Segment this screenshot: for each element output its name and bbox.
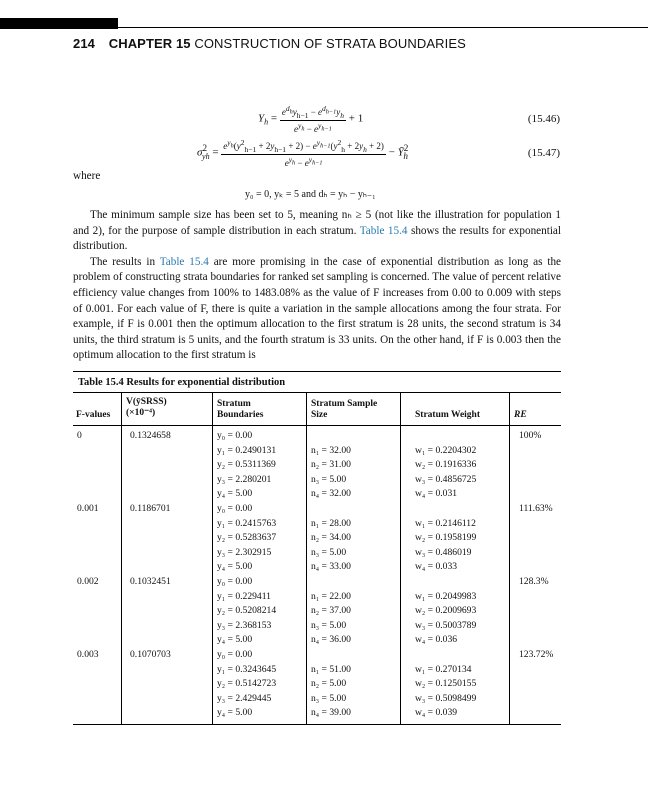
cell-boundary: y₃ = 2.368153 — [217, 619, 272, 631]
cell-sample-size: n₄ = 32.00 — [311, 488, 351, 500]
cell-re: 111.63% — [519, 503, 553, 514]
cell-re: 123.72% — [519, 649, 554, 660]
cell-boundary: y₀ = 0.00 — [217, 430, 253, 441]
header-variance — [126, 397, 167, 419]
cell-sample-size: n₂ = 37.00 — [311, 605, 351, 617]
cell-boundary: y₀ = 0.00 — [217, 503, 253, 514]
header-rule — [118, 27, 648, 28]
cell-boundary: y₃ = 2.429445 — [217, 692, 272, 704]
header-boundaries-line1: Stratum — [217, 399, 251, 409]
cell-sample-size: n₂ = 31.00 — [311, 459, 351, 471]
cell-weight: w₁ = 0.2204302 — [415, 444, 477, 456]
header-re: RE — [514, 410, 527, 420]
cell-boundary: y₁ = 0.2415763 — [217, 517, 277, 529]
cell-boundary: y₀ = 0.00 — [217, 576, 253, 587]
cell-boundary: y₂ = 0.5208214 — [217, 605, 277, 617]
cell-sample-size: n₄ = 36.00 — [311, 634, 351, 646]
chapter-title: CONSTRUCTION OF STRATA BOUNDARIES — [194, 36, 466, 51]
equation-15-47: $\sigma^2_{yh}$ = $\frac{e^{y_h}(y^2_{h-1} + 2y_{h-1} + 2) - e^{y_{h-1}}(y^2_h + 2y_h + 2)}{e^{y_h} - e^{y_{h-1}}}$ − $Ȳ^2_h$ — [197, 138, 409, 168]
table-title: Table 15.4 Results for exponential distribution — [78, 377, 286, 388]
header-f-values: F-values — [76, 410, 111, 420]
cell-weight: w₁ = 0.2146112 — [415, 517, 476, 529]
header-variance-line1: V(ȳSRSS) — [126, 397, 167, 407]
cell-boundary: y₂ = 0.5283637 — [217, 532, 277, 544]
cell-boundary: y₁ = 0.229411 — [217, 590, 271, 602]
cell-boundary: y₄ = 5.00 — [217, 707, 253, 719]
cell-variance: 0.1186701 — [130, 503, 171, 514]
cell-weight: w₃ = 0.5003789 — [415, 619, 477, 631]
table-reference-link[interactable]: Table 15.4 — [159, 255, 209, 268]
cell-weight: w₄ = 0.033 — [415, 561, 458, 573]
cell-weight: w₄ = 0.039 — [415, 707, 458, 719]
cell-variance: 0.1070703 — [130, 649, 171, 660]
cell-sample-size: n₃ = 5.00 — [311, 619, 347, 631]
cell-weight: w₃ = 0.4856725 — [415, 473, 477, 485]
cell-sample-size: n₁ = 28.00 — [311, 517, 351, 529]
results-table — [73, 371, 561, 725]
table-title-rule — [73, 392, 561, 393]
cell-sample-size: n₄ = 39.00 — [311, 707, 351, 719]
cell-variance: 0.1032451 — [130, 576, 171, 587]
cell-boundary: y₁ = 0.3243645 — [217, 663, 277, 675]
cell-variance: 0.1324658 — [130, 430, 171, 441]
cell-sample-size: n₁ = 32.00 — [311, 444, 351, 456]
cell-sample-size: n₂ = 34.00 — [311, 532, 351, 544]
cell-sample-size: n₁ = 22.00 — [311, 590, 351, 602]
cell-f-value: 0 — [77, 430, 82, 441]
cell-sample-size: n₃ = 5.00 — [311, 546, 347, 558]
col-divider — [509, 392, 510, 724]
equation-number-15-47: (15.47) — [527, 147, 560, 159]
cell-sample-size: n₁ = 51.00 — [311, 663, 351, 675]
cell-weight: w₁ = 0.270134 — [415, 663, 472, 675]
cell-sample-size: n₃ = 5.00 — [311, 692, 347, 704]
chapter-label: CHAPTER 15 — [108, 36, 191, 51]
equation-15-46: $Y_h$ = $\frac{e^{d_h}y_{h-1} - e^{d_{h-1}}y_h}{e^{y_h} - e^{y_{h-1}}}$ + 1 — [258, 104, 364, 134]
header-boundaries-line2: Boundaries — [217, 410, 264, 420]
cell-boundary: y₀ = 0.00 — [217, 649, 253, 660]
equation-number-15-46: (15.46) — [527, 113, 560, 125]
cell-weight: w₃ = 0.5098499 — [415, 692, 477, 704]
cell-boundary: y₄ = 5.00 — [217, 561, 253, 573]
cell-f-value: 0.001 — [77, 503, 99, 514]
cell-boundary: y₂ = 0.5142723 — [217, 678, 277, 690]
cell-boundary: y₄ = 5.00 — [217, 488, 253, 500]
cell-boundary: y₂ = 0.5311369 — [217, 459, 276, 471]
cell-weight: w₄ = 0.036 — [415, 634, 458, 646]
header-sample-size — [311, 399, 377, 421]
header-weight: Stratum Weight — [415, 410, 481, 420]
col-divider — [121, 392, 122, 724]
cell-weight: w₂ = 0.1250155 — [415, 678, 477, 690]
header-variance-line2: (×10⁻⁴) — [126, 408, 156, 418]
paragraph-2: The results in Table 15.4 are more promising in the case of exponential distribution as long as the problem of constructing strata boundaries for ranked set sampling is concerned. The value of percent relative efficiency value changes from 100% to 1483.08% as the value of F increases from 0.00 to 0.009 with steps of 0.001. For each value of F, there is quite a variation in the sample allocations among the four strata. For example, if F is 0.001 then the optimum allocation to the first stratum is 28 units, the second stratum is 34 units, the third stratum is 5 units, and the fourth stratum is 33 units. On the other hand, if F is 0.003 then the optimum allocation to the first stratum is — [73, 255, 562, 362]
cell-weight: w₂ = 0.2009693 — [415, 605, 477, 617]
where-label: where — [73, 170, 101, 182]
cell-boundary: y₃ = 2.302915 — [217, 546, 272, 558]
col-divider — [400, 392, 401, 724]
cell-weight: w₄ = 0.031 — [415, 488, 458, 500]
cell-f-value: 0.002 — [77, 576, 99, 587]
cell-boundary: y₃ = 2.280201 — [217, 473, 272, 485]
cell-sample-size: n₂ = 5.00 — [311, 678, 347, 690]
running-header — [73, 36, 466, 51]
table-header-rule — [73, 425, 561, 426]
cell-weight: w₁ = 0.2049983 — [415, 590, 477, 602]
header-bar — [0, 18, 118, 29]
paragraph-1: The minimum sample size has been set to 5, meaning nₕ ≥ 5 (not like the illustration for population 1 and 2), for the purpose of sample distribution in each stratum. Table 15.4 shows the results for exponential distribution. — [73, 209, 562, 253]
header-size-line2: Size — [311, 410, 328, 420]
cell-re: 100% — [519, 430, 542, 441]
cell-boundary: y₁ = 0.2490131 — [217, 444, 277, 456]
header-size-line1: Stratum Sample — [311, 399, 378, 409]
cell-weight: w₂ = 0.1958199 — [415, 532, 477, 544]
col-divider — [212, 392, 213, 724]
cell-re: 128.3% — [519, 576, 549, 587]
cell-sample-size: n₄ = 33.00 — [311, 561, 351, 573]
cell-sample-size: n₃ = 5.00 — [311, 473, 347, 485]
page-number: 214 — [73, 36, 95, 51]
header-boundaries — [217, 399, 263, 421]
table-reference-link[interactable]: Table 15.4 — [359, 224, 408, 237]
cell-weight: w₂ = 0.1916336 — [415, 459, 477, 471]
cell-weight: w₃ = 0.486019 — [415, 546, 472, 558]
col-divider — [306, 392, 307, 724]
body-text — [73, 208, 561, 364]
boundary-condition: y₀ = 0, yₖ = 5 and dₕ = yₕ − yₕ₋₁ — [245, 189, 376, 200]
cell-f-value: 0.003 — [77, 649, 99, 660]
cell-boundary: y₄ = 5.00 — [217, 634, 253, 646]
